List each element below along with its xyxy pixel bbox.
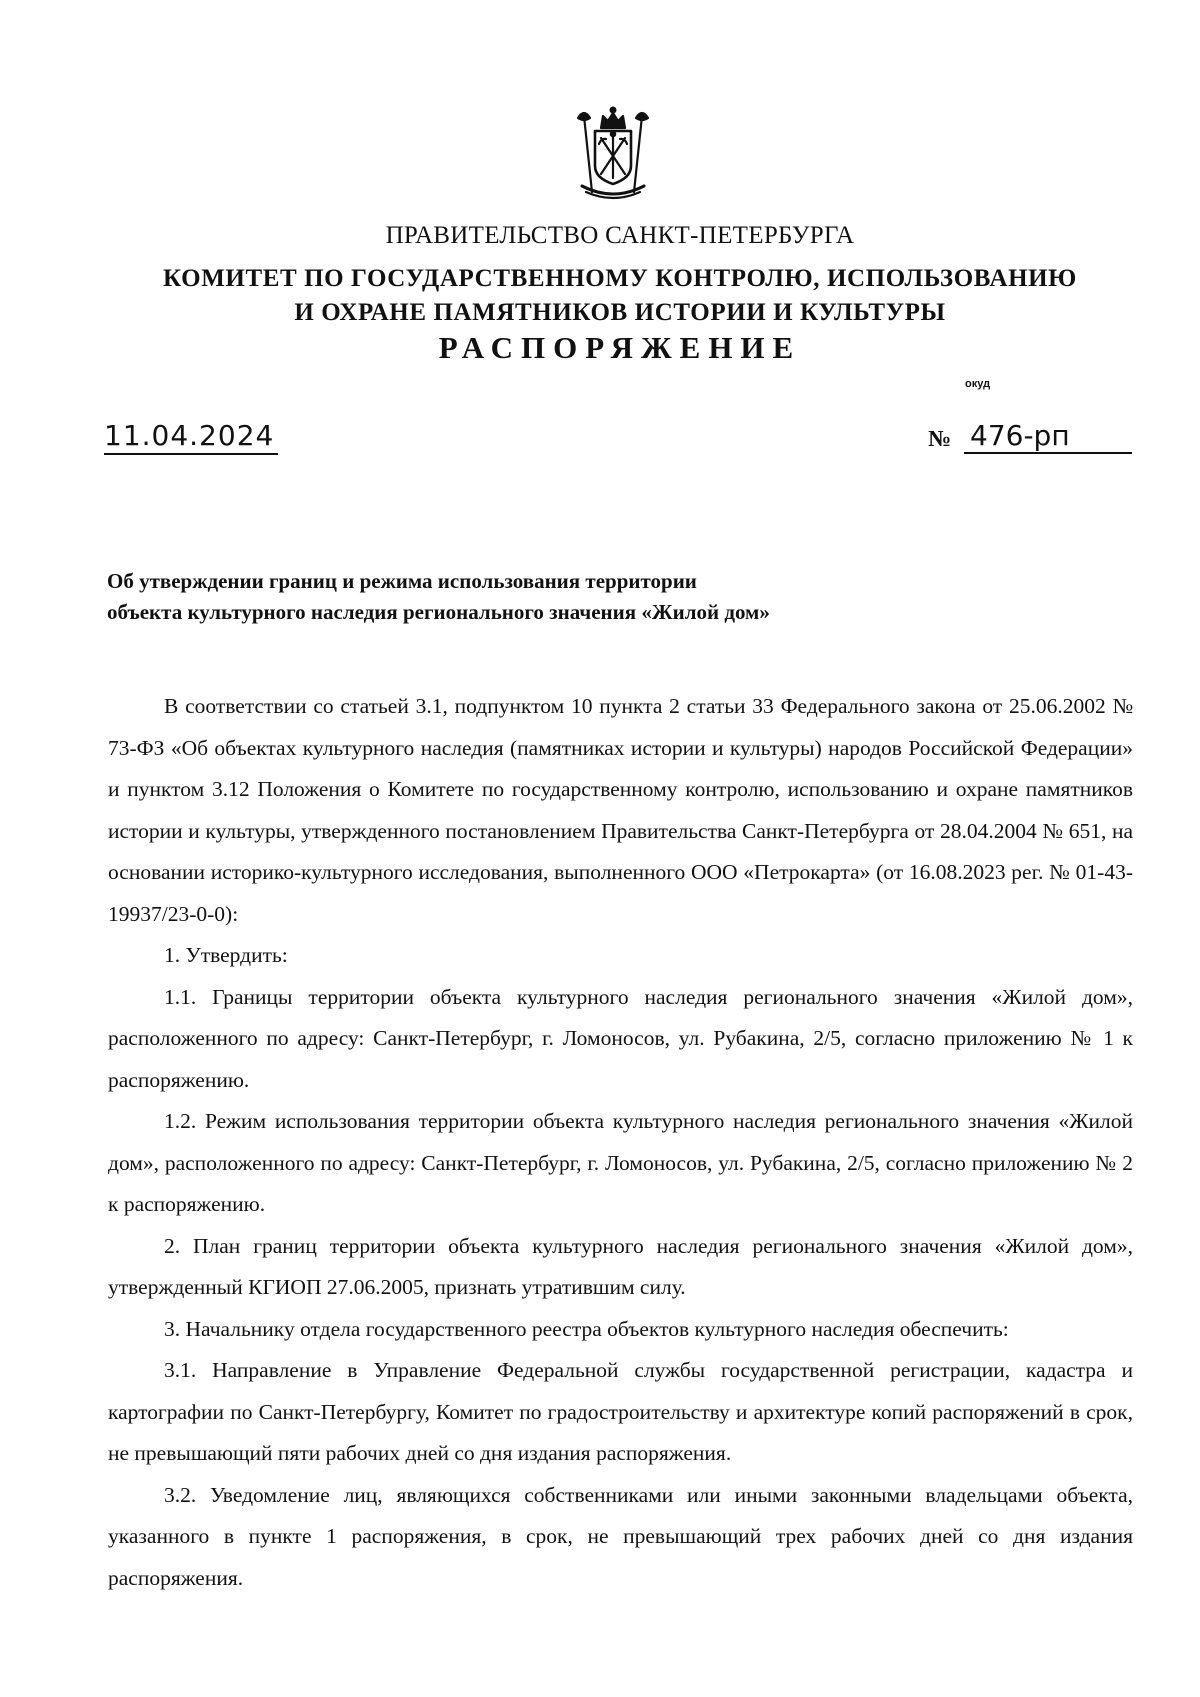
committee-name-line2: И ОХРАНЕ ПАМЯТНИКОВ ИСТОРИИ И КУЛЬТУРЫ xyxy=(294,299,946,326)
document-date: 11.04.2024 xyxy=(104,420,278,455)
okud-label: окуд xyxy=(965,378,991,390)
clause-2: 2. План границ территории объекта культурного наследия регионального значения «Жилой дом», утвержденный КГИОП 27.06.2005, признать утратившим силу. xyxy=(108,1233,1133,1299)
government-name: ПРАВИТЕЛЬСТВО САНКТ-ПЕТЕРБУРГА xyxy=(385,222,855,249)
document-number: 476-рп xyxy=(964,420,1132,454)
preamble-paragraph: В соответствии со статьей 3.1, подпунктом 10 пункта 2 статьи 33 Федерального закона от 25.06.2002 № 73-ФЗ «Об объектах культурного наследия (памятниках истории и культуры) народов Российской Федерации» и пунктом 3.12 Положения о Комитете по государственному контролю, использованию и охране памятников истории и культуры, утвержденного постановлением Правительства Санкт-Петербурга от 28.04.2004 № 651, на основании историко-культурного исследования, выполненного ООО «Петрокарта» (от 16.08.2023 рег. № 01-43-19937/23-0-0): xyxy=(108,694,1133,926)
subject-line2: объекта культурного наследия регионального значения «Жилой дом» xyxy=(107,600,770,624)
document-body xyxy=(108,686,1133,1599)
clause-3: 3. Начальнику отдела государственного реестра объектов культурного наследия обеспечить: xyxy=(164,1316,1009,1341)
committee-name-line1: КОМИТЕТ ПО ГОСУДАРСТВЕННОМУ КОНТРОЛЮ, ИСПОЛЬЗОВАНИЮ xyxy=(163,265,1077,292)
clause-3-1: 3.1. Направление в Управление Федеральной службы государственной регистрации, кадастра и картографии по Санкт-Петербургу, Комитет по градостроительству и архитектуре копий распоряжений в срок, не превышающий пяти рабочих дней со дня издания распоряжения. xyxy=(108,1358,1133,1465)
document-type-title: РАСПОРЯЖЕНИЕ xyxy=(438,330,802,365)
subject-line1: Об утверждении границ и режима использования территории xyxy=(107,569,697,593)
number-sign: № xyxy=(928,426,952,451)
clause-1-2: 1.2. Режим использования территории объекта культурного наследия регионального значения «Жилой дом», расположенного по адресу: Санкт-Петербург, г. Ломоносов, ул. Рубакина, 2/5, согласно приложению № 2 к распоряжению. xyxy=(108,1109,1133,1216)
document-subject xyxy=(107,566,1007,628)
clause-1-1: 1.1. Границы территории объекта культурного наследия регионального значения «Жилой дом», расположенного по адресу: Санкт-Петербург, г. Ломоносов, ул. Рубакина, 2/5, согласно приложению № 1 к распоряжению. xyxy=(108,984,1133,1092)
clause-1: 1. Утвердить: xyxy=(164,943,288,967)
coat-of-arms-icon xyxy=(570,104,656,204)
clause-3-2: 3.2. Уведомление лиц, являющихся собственниками или иными законными владельцами объекта, указанного в пункте 1 распоряжения, в срок, не превышающий трех рабочих дней со дня издания распоряжения. xyxy=(108,1482,1133,1590)
committee-name xyxy=(0,262,1200,330)
